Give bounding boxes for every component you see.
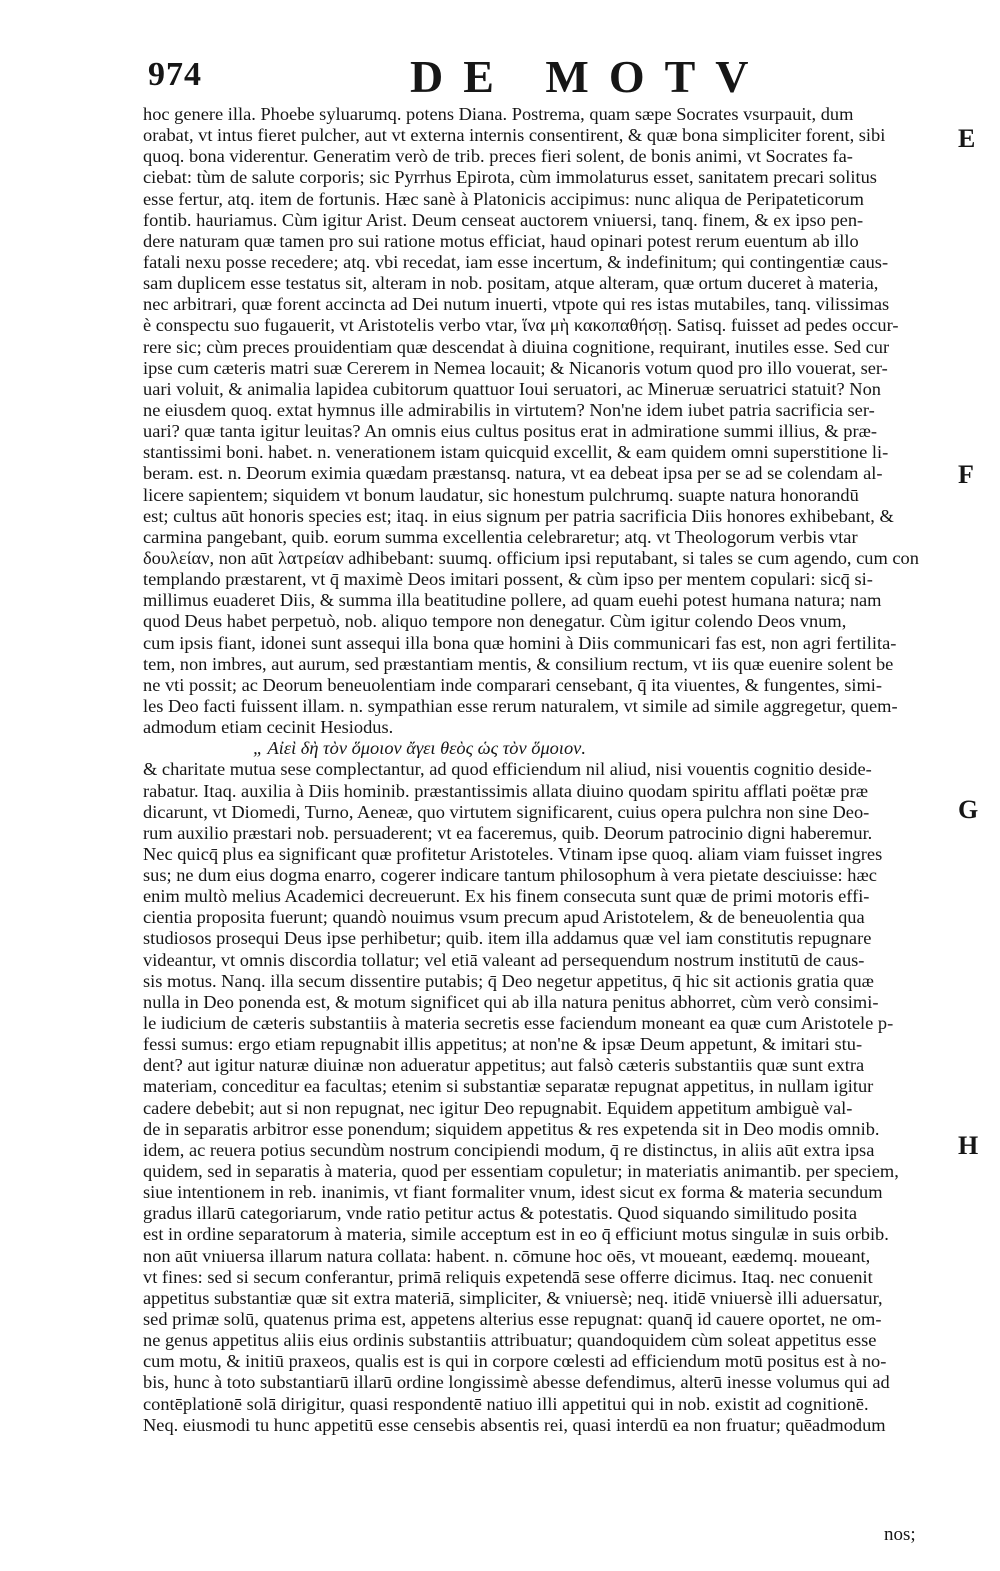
text-line: nulla in Deo ponenda est, & motum significet qui ab illa natura penitus abhorret, cùm verò consimi- (143, 991, 879, 1012)
text-line: quod Deus habet perpetuò, nob. aliquo tempore non denegatur. Cùm igitur colendo Deos vnum, (143, 611, 847, 632)
text-line: non aūt vniuersa illarum natura collata: habent. n. cōmune hoc oēs, vt moueant, eædemq. moueant, (143, 1245, 871, 1266)
text-line: tem, non imbres, aut aurum, sed præstantiam mentis, & consilium rectum, vt iis quæ euenire solent be (143, 653, 894, 674)
margin-letter-h: H (958, 1131, 979, 1160)
text-line: ne genus appetitus aliis eius ordinis substantiis attribuatur; quandoquidem cùm soleat appetitus esse (143, 1330, 877, 1351)
text-line: sis motus. Nanq. illa secum dissentire putabis; q̄ Deo negetur appetitus, q̄ hic sit actionis gratia quæ (143, 970, 874, 991)
text-line: contēplationē solā dirigitur, quasi respondentē natiuo illi appetitui qui in nob. existit ad cognitionē. (143, 1393, 869, 1414)
text-line: hoc genere illa. Phoebe syluarumq. potens Diana. Postrema, quam sæpe Socrates vsurpauit, dum (143, 104, 854, 124)
text-line: è conspectu suo fugauerit, vt Aristotelis verbo vtar, ἵνα μὴ κακοπαθήσῃ. Satisq. fuisset ad pedes occur- (143, 315, 899, 336)
text-line: cum ipsis fiant, idonei sunt assequi illa bona quæ homini à Diis communicari fas est, non agri fertilita- (143, 632, 897, 653)
text-line: orabat, vt intus fieret pulcher, aut vt externa internis consentirent, & quæ bona simpliciter forent, sibi (143, 125, 886, 146)
text-line: quoq. bona viderentur. Generatim verò de trib. preces fieri solent, de bonis animi, vt Socrates fa- (143, 146, 853, 167)
text-line: est; cultus aūt honoris species est; itaq. in eius signum per patria sacrificia Diis honores exhibebant, & (143, 505, 894, 526)
text-line: les Deo facti fuissent illam. n. sympathian esse rerum naturalem, vt simile ad simile aggregetur, quem- (143, 695, 898, 716)
text-line: ipse cum cæteris matri suæ Cererem in Nemea locauit; & Nicanoris votum quod pro illo vouerat, ser- (143, 357, 888, 378)
text-line: gradus illarū categoriarum, vnde ratio petitur actus & potestatis. Quod siquando similitudo posita (143, 1203, 858, 1224)
text-line: sus; ne dum eius dogma enarro, cogerer indicare tantum philosophum à vera pietate desciuisse: hæc (143, 865, 877, 886)
text-line: millimus euaderet Diis, & summa illa beatitudine pollere, ad quam euehi potest humana natura; nam (143, 590, 882, 611)
text-line: idem, ac reuera potius secundùm nostrum concipiendi modum, q̄ re distinctus, in aliis aūt extra ipsa (143, 1139, 875, 1160)
text-line: enim multò melius Academici decreuerunt. Ex his finem consecuta sunt quæ de primi motoris effi- (143, 886, 870, 907)
text-line: fatali nexu posse recedere; atq. vbi recedat, iam esse incertum, & indefinitum; qui contingentiæ caus- (143, 251, 889, 272)
text-line: beram. est. n. Deorum eximia quædam præstansq. natura, vt ea debeat ipsa per se ad se colendam al- (143, 463, 883, 484)
text-line: rum auxilio præstari nob. persuaderent; vt ea faceremus, quib. Deorum patrocinio digni haberemur. (143, 822, 873, 843)
text-line: appetitus substantiæ quæ sit extra materiā, simpliciter, & vniuersè; neq. itidē vniuersè illi aduersatur, (143, 1287, 883, 1308)
text-line: cientia proposita fuerunt; quandò nouimus vsum precum apud Aristotelem, & de beneuolentia qua (143, 907, 865, 928)
text-line: Nec quicq̄ plus ea significant quæ profitetur Aristoteles. Vtinam ipse quoq. aliam viam fuisset ingres (143, 843, 883, 864)
text-line: templando præstarent, vt q̄ maximè Deos imitari possent, & cùm ipso per mentem copulari: sicq̄ si- (143, 569, 873, 590)
text-line: licere sapientem; siquidem vt bonum laudatur, sic honestum pulchrumq. suapte natura honorandū (143, 484, 859, 505)
text-line: ciebat: tùm de salute corporis; sic Pyrrhus Epirota, cùm immolaturus esset, sanitatem precari solitus (143, 167, 877, 188)
margin-letter-e: E (958, 124, 976, 153)
text-line: rabatur. Itaq. auxilia à Diis hominib. præstantissimis allata diuino quodam spiritu afflati poëtæ præ (143, 780, 868, 801)
margin-letter-f: F (958, 460, 974, 489)
text-line: est in ordine separatorum à materia, simile acceptum est in eo q̄ efficiunt motus singulæ in suis orbib. (143, 1224, 889, 1245)
text-line: videantur, vt omnis discordia tollatur; vel etiā valeant ad persequendum nostrum institutū de caus- (143, 949, 865, 970)
text-line: Neq. eiusmodi tu hunc appetitū esse censebis absentis rei, quasi interdū ea non fruatur; quēadmodum (143, 1414, 886, 1435)
running-title: DE MOTV (410, 51, 769, 102)
text-line: fessi sumus: ergo etiam repugnabit illis appetitus; at non'ne & ipsæ Deum appetunt, & imitari stu- (143, 1034, 863, 1055)
text-line: sam duplicem esse testatus sit, alteram in nob. positam, atque alteram, quæ ortum duceret à materia, (143, 273, 879, 294)
text-line: le iudicium de cæteris substantiis à materia secretis esse faciendum moneant ea quæ cum Aristotele p- (143, 1013, 894, 1034)
text-line: siue intentionem in reb. inanimis, vt fiant formaliter vnum, idest sicut ex forma & materia secundum (143, 1182, 883, 1203)
text-line: cum motu, & initiū praxeos, qualis est is qui in corpore cœlesti ad efficiendum motū positus est à no- (143, 1351, 887, 1372)
text-line: δουλείαν, non aūt λατρείαν adhibebant: suumq. officium ipsi reputabant, si tales se cum agendo, cum con (143, 547, 919, 568)
text-line: nec arbitrari, quæ forent accincta ad Dei nutum inuerti, vtpote qui res istas mutabiles, tanq. vilissimas (143, 294, 890, 315)
catchword: nos; (884, 1524, 916, 1545)
text-line: & charitate mutua sese complectantur, ad quod efficiendum nil aliud, nisi vouentis cognitio deside- (143, 759, 872, 780)
text-line: sed primæ solū, quatenus prima est, appetens alterius esse repugnat: quanq̄ id cauere oportet, ne om- (143, 1309, 882, 1330)
body-text (143, 104, 956, 1436)
text-line: materiam, conceditur ea facultas; etenim si substantiæ separatæ repugnat appetitus, in nullam igitur (143, 1076, 874, 1097)
text-line: vt fines: sed si secum conferantur, primā reliquis expetendā sese offerre dicimus. Itaq. nec conuenit (143, 1266, 873, 1287)
margin-letter-g: G (958, 795, 979, 824)
text-line: studiosos prosequi Deus ipse perhibetur; quib. item illa addamus quæ vel iam constitutis repugnare (143, 928, 872, 949)
text-line: esse fertur, atq. item de fortunis. Hæc sanè à Platonicis accipimus: nunc aliqua de Peripateticorum (143, 188, 864, 209)
text-line: fontib. hauriamus. Cùm igitur Arist. Deum censeat auctorem vniuersi, tanq. finem, & ex ipso pen- (143, 209, 864, 230)
text-line: admodum etiam cecinit Hesiodus. (143, 717, 394, 738)
page-header (0, 50, 1000, 102)
text-line: cadere debebit; aut si non repugnat, nec igitur Deo repugnabit. Equidem appetitum ambiguè val- (143, 1097, 853, 1118)
text-line: dere naturam quæ tamen pro sui ratione motus efficiat, haud opinari potest rerum euentum ab illo (143, 230, 859, 251)
text-line: ne eiusdem quoq. extat hymnus ille admirabilis in virtutem? Non'ne idem iubet patria sacrificia ser- (143, 399, 875, 420)
text-line: stantissimi boni. habet. n. venerationem istam quicquid excellit, & eam quidem omni superstitione li- (143, 442, 889, 463)
text-line: dent? aut igitur naturæ diuinæ non adueratur appetitus; aut falsò cæteris substantiis quæ sunt extra (143, 1055, 865, 1076)
greek-quote-line: „ Αἰεὶ δὴ τὸν ὅμοιον ἄγει θεὸς ὡς τὸν ὅμοιον. (253, 738, 586, 759)
text-line: bis, hunc à toto substantiarū illarū ordine longissimè abesse defendimus, alterū inesse volumus qui ad (143, 1372, 890, 1393)
text-line: quidem, sed in separatis à materia, quod per essentiam copuletur; in materiatis animantib. per speciem, (143, 1161, 899, 1182)
text-line: dicarunt, vt Diomedi, Turno, Aeneæ, quo virtutem significarent, cuius opera pulchra non sine Deo- (143, 801, 870, 822)
text-line: carmina pangebant, quib. eorum summa excellentia celebraretur; atq. vt Theologorum verbis vtar (143, 526, 858, 547)
text-line: de in separatis arbitror esse ponendum; siquidem appetitus & res expetenda sit in Deo modis omnib. (143, 1118, 880, 1139)
page-number: 974 (148, 56, 202, 93)
text-line: rere sic; cùm preces prouidentiam quæ descendat à diuina cognitione, requirant, inutiles esse. Sed cur (143, 336, 890, 357)
text-line: uari? quæ tanta igitur leuitas? An omnis eius cultus positus erat in admiratione summi illius, & præ- (143, 421, 877, 442)
text-line: ne vti possit; ac Deorum beneuolentiam inde comparari censebant, q̄ ita viuentes, & fungentes, simi- (143, 674, 882, 695)
text-line: uari voluit, & animalia lapidea cubitorum quattuor Ioui seruatori, ac Mineruæ seruatrici statuit? Non (143, 378, 881, 399)
